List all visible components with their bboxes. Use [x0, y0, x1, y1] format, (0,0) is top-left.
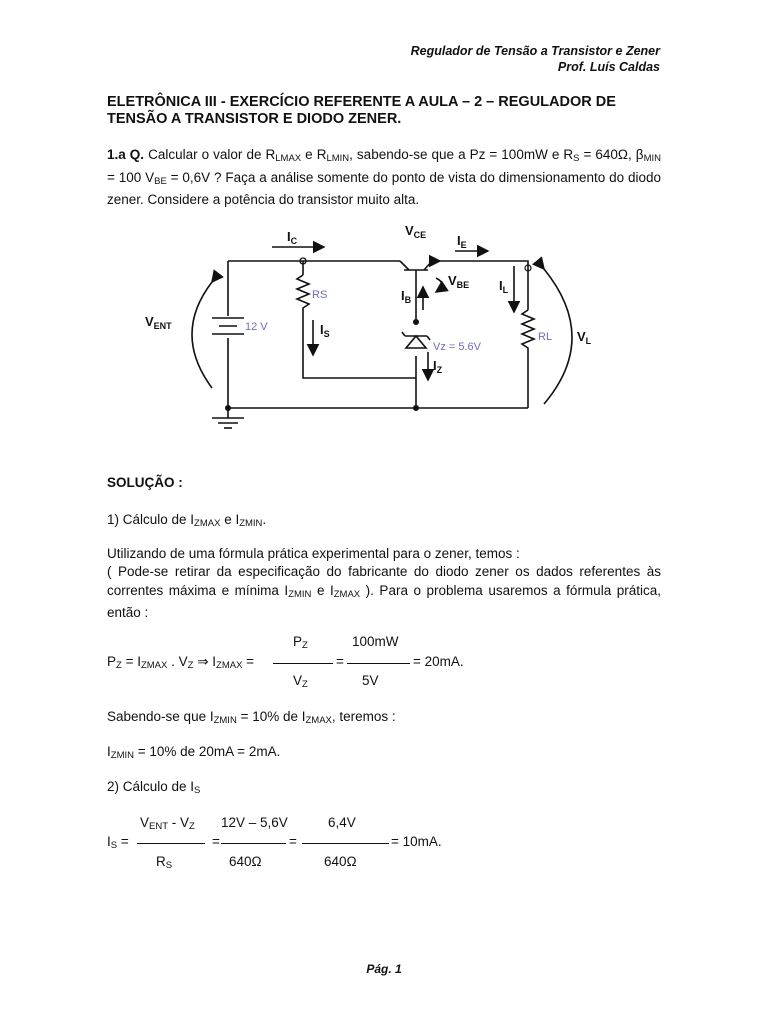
node-dot — [413, 405, 419, 411]
label-zener: Vz = 5.6V — [433, 341, 482, 353]
eq1-den1: $V_Z$ — [293, 673, 308, 690]
label-ie: $I_E$ — [457, 233, 467, 250]
step1-sub: ZMIN — [239, 518, 263, 529]
question-sub: BE — [154, 175, 167, 187]
question-label: 1.a Q. — [107, 147, 145, 162]
eq2-result: = 10mA. — [391, 834, 442, 849]
label-rl: RL — [538, 331, 553, 343]
step1-title — [107, 511, 266, 533]
eq1-result: = 20mA. — [413, 654, 464, 669]
vent-arc — [192, 282, 212, 388]
label-vbe: $V_{BE}$ — [448, 273, 470, 290]
vbe-arrow — [436, 278, 442, 292]
note-text: ). Para o problema usaremos a fórmula prática, então : — [107, 582, 661, 620]
label-il: $I_L$ — [499, 278, 509, 295]
transistor-emitter — [424, 261, 440, 270]
label-ic: $I_C$ — [287, 229, 298, 246]
question-text: , sabendo-se que a Pz = 100mW e R — [349, 147, 574, 162]
label-source: 12 V — [245, 321, 268, 333]
note-sub: ZMIN — [288, 588, 312, 600]
question-text: Calcular o valor de R — [144, 147, 276, 162]
eq2-bar1 — [137, 843, 205, 844]
eq1-bar2 — [347, 663, 410, 664]
eq2-den3: 640Ω — [324, 854, 357, 869]
question-sub: LMIN — [326, 153, 350, 164]
question-text: = 100 V — [107, 169, 155, 185]
label-is: $I_S$ — [320, 322, 330, 339]
eq2-bar3 — [302, 843, 389, 844]
step1-sub: ZMAX — [194, 518, 221, 529]
eq1-num2: 100mW — [352, 634, 399, 649]
eq2-eqa: = — [212, 834, 220, 849]
eq2-num2: 12V – 5,6V — [221, 815, 288, 830]
izmin-text: Sabendo-se que $I_{ZMIN} = 10\%$ de $I_{ZMAX}$, teremos : — [107, 709, 396, 726]
eq2-num3: 6,4V — [328, 815, 356, 830]
eq1-den2: 5V — [362, 673, 379, 688]
question-sub: S — [573, 153, 580, 164]
question-sub: MIN — [643, 153, 661, 164]
node-dot — [413, 319, 419, 325]
eq2-bar2 — [221, 843, 286, 844]
question-paragraph — [107, 146, 661, 210]
note-sub: ZMAX — [333, 588, 361, 600]
resistor-rs — [297, 275, 309, 312]
label-vent: $V_{ENT}$ — [145, 314, 172, 331]
wire-rs — [303, 261, 416, 378]
eq2-eqb: = — [289, 834, 297, 849]
label-vce: $V_{CE}$ — [405, 223, 427, 240]
page-title: ELETRÔNICA III - EXERCÍCIO REFERENTE A AULA – 2 – REGULADOR DE TENSÃO A TRANSISTOR E DIODO ZENER. — [107, 94, 616, 127]
question-text: e R — [301, 147, 327, 162]
page-number: Pág. 1 — [366, 962, 402, 976]
zener-diode — [402, 332, 430, 348]
label-vl: $V_L$ — [577, 329, 592, 346]
note-text: ( Pode-se retirar da especificação do fabricante do diodo zener os dados referentes às correntes máxima e mínima I — [107, 564, 661, 598]
eq2-den2: 640Ω — [229, 854, 262, 869]
resistor-rl — [522, 310, 534, 352]
solution-heading: SOLUÇÃO : — [107, 475, 183, 490]
note-text: e I — [311, 582, 334, 598]
step1-text: . — [262, 512, 267, 527]
circuit-diagram — [0, 215, 768, 445]
eq1-lhs: $P_Z = I_{ZMAX}$ . $V_Z$ ⇒ $I_{ZMAX}$ = — [107, 654, 255, 671]
eq2-den1: $R_S$ — [156, 854, 173, 871]
step1-text: e I — [220, 512, 240, 527]
eq1-eq: = — [336, 654, 344, 669]
solution-intro: Utilizando de uma fórmula prática experimental para o zener, temos : — [107, 546, 520, 561]
step1-text: 1) Cálculo de I — [107, 512, 195, 527]
transistor-collector — [400, 261, 409, 270]
header-author: Prof. Luís Caldas — [557, 60, 660, 74]
label-rs: RS — [312, 289, 328, 301]
node-dot — [225, 405, 231, 411]
question-sub: LMAX — [275, 153, 302, 164]
eq1-num1: $P_Z$ — [293, 634, 308, 651]
step2-title: 2) Cálculo de $I_S$ — [107, 779, 201, 796]
eq2-num1: $V_{ENT} - V_Z$ — [140, 815, 195, 832]
eq1-bar1 — [273, 663, 333, 664]
label-ib: $I_B$ — [401, 288, 412, 305]
label-iz: $I_Z$ — [433, 358, 443, 375]
izmin-result: $I_{ZMIN} = 10\%$ de 20mA = 2mA. — [107, 744, 281, 761]
question-text: = 640Ω, β — [579, 147, 644, 162]
solution-note — [107, 563, 661, 623]
question-text: = 0,6V ? Faça a análise somente do ponto de vista do dimensionamento do diodo zener. Considere a potência do transistor muito alta. — [107, 169, 661, 207]
eq2-lhs: $I_S$ = — [107, 834, 129, 851]
header-title: Regulador de Tensão a Transistor e Zener — [410, 44, 660, 58]
